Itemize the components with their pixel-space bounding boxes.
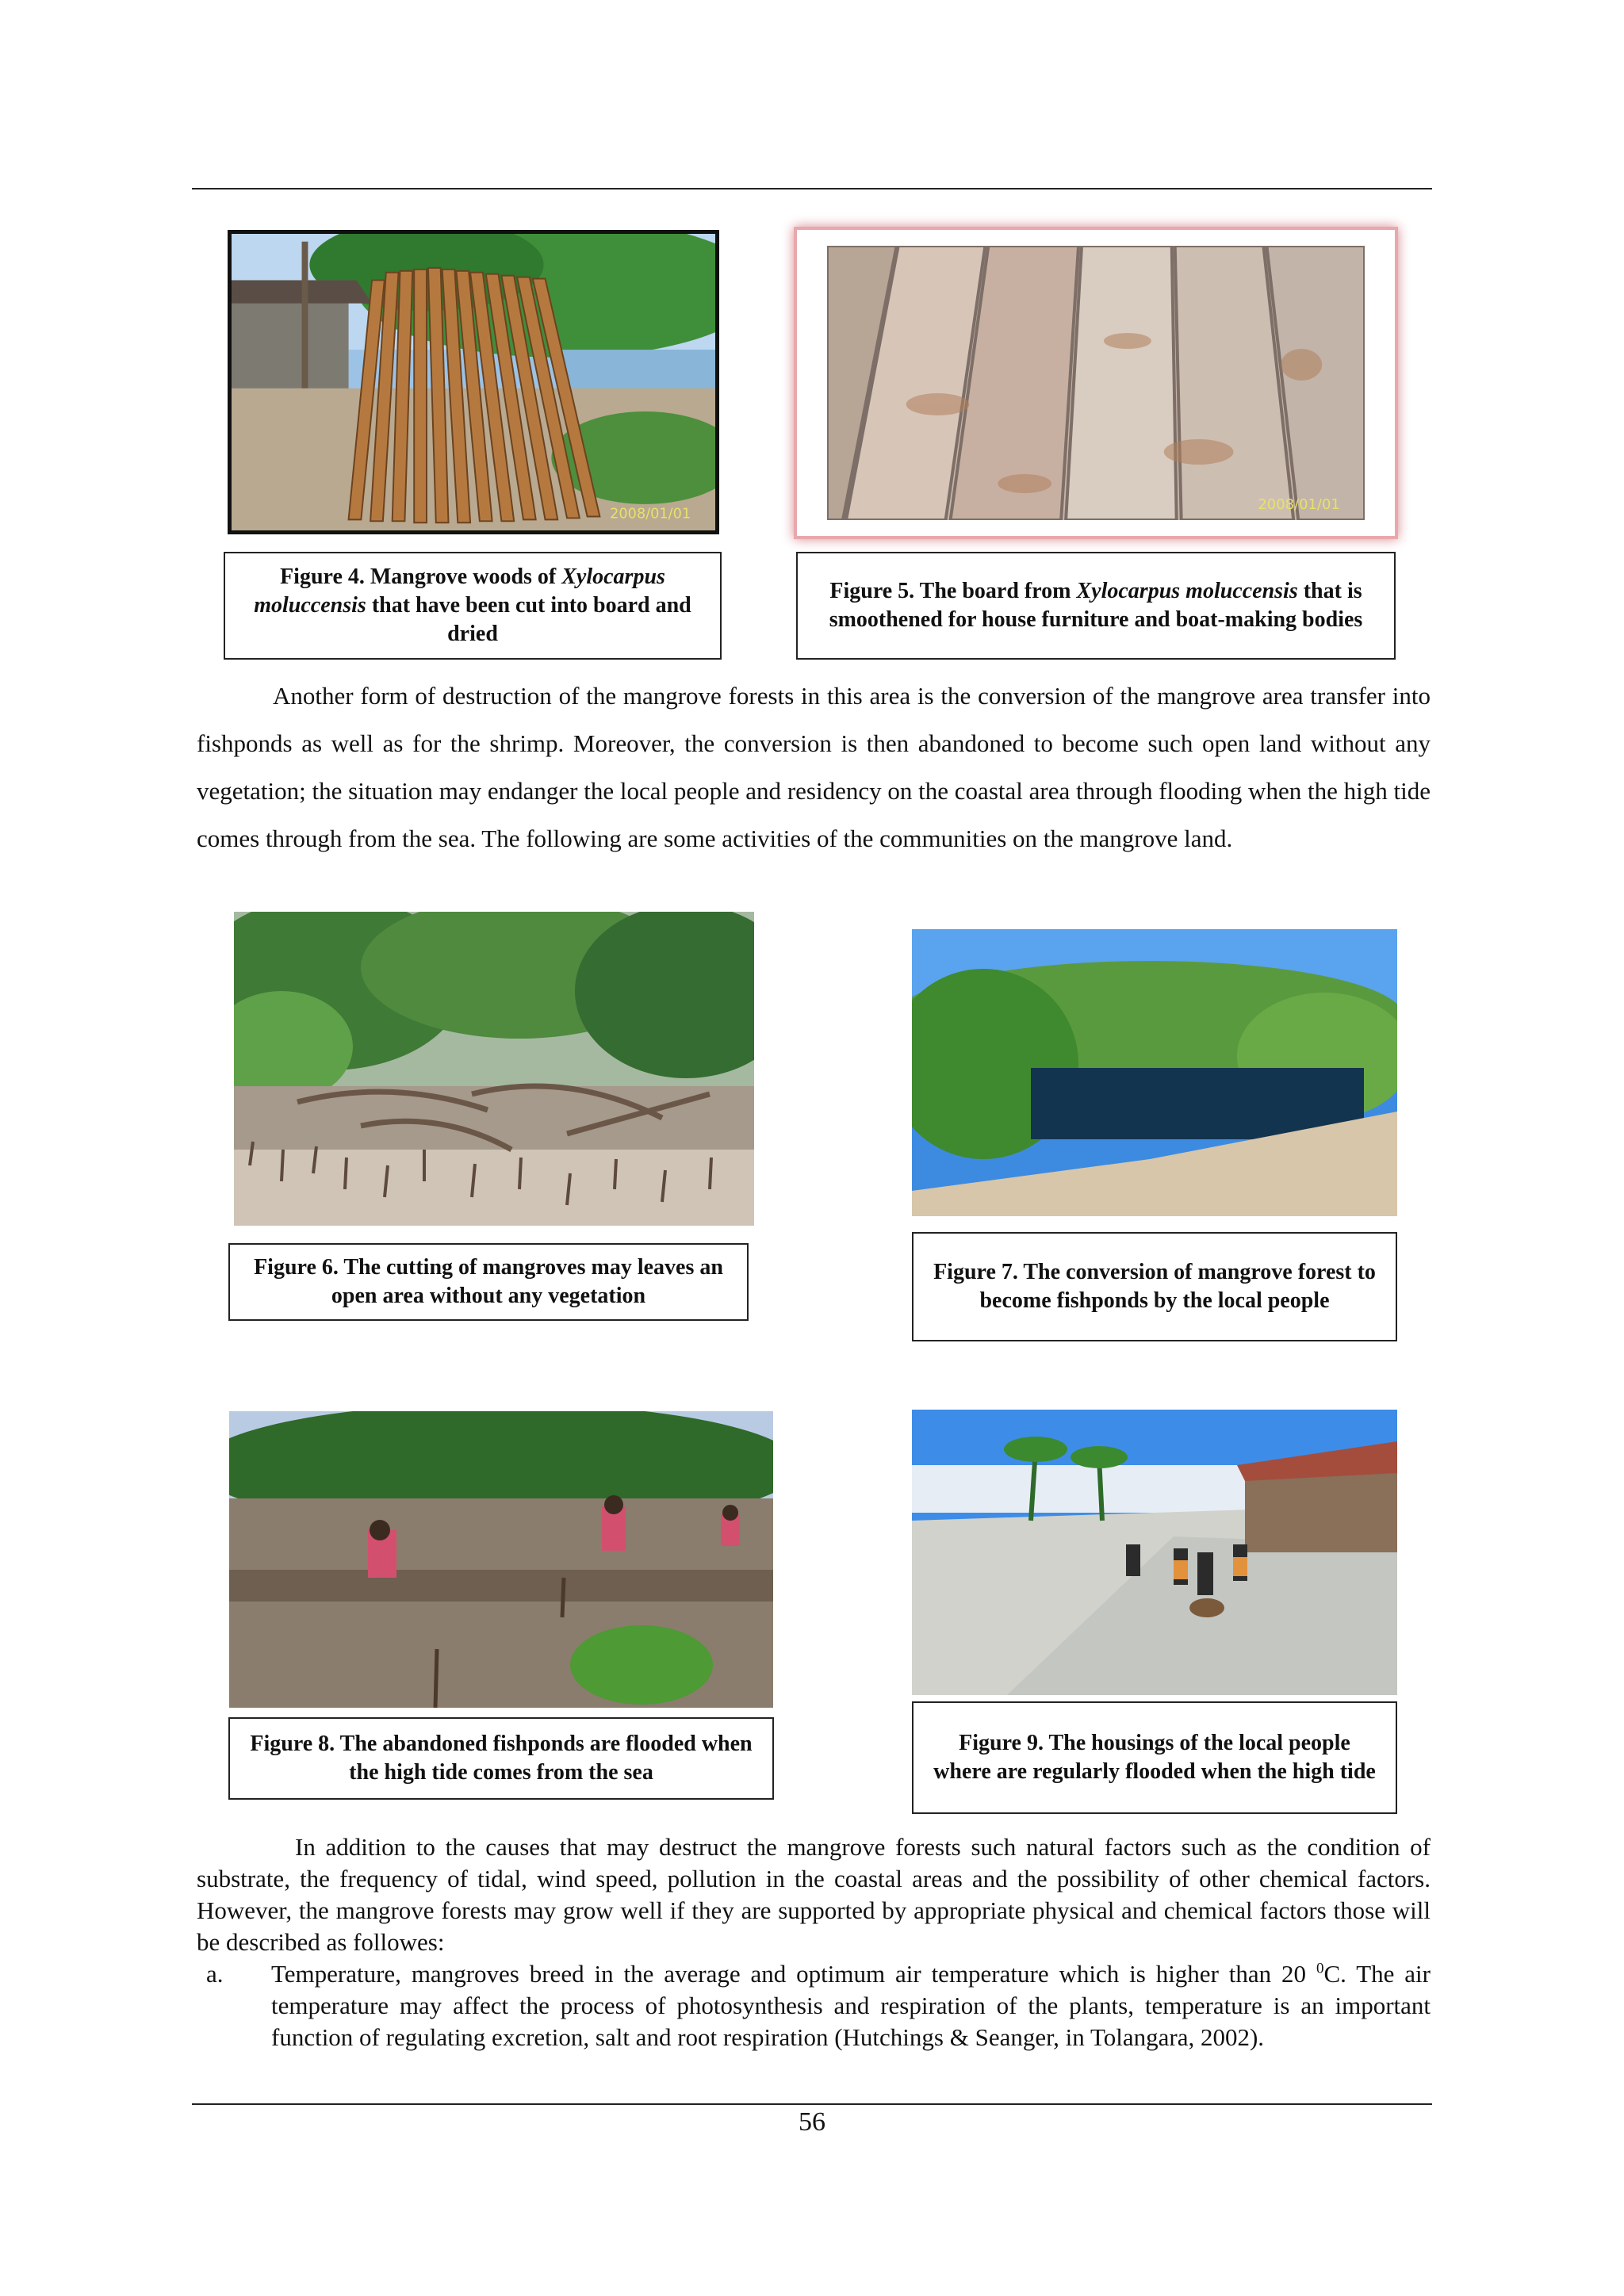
figure-8-photo [229, 1411, 773, 1708]
figure-5-photo [794, 227, 1398, 539]
figure-8-caption: Figure 8. The abandoned fishponds are flooded when the high tide comes from the sea [228, 1717, 774, 1800]
footer-rule [192, 2103, 1432, 2105]
list-marker: a. [206, 1960, 224, 1988]
header-rule [192, 188, 1432, 189]
page-number: 56 [799, 2107, 825, 2137]
figure-4-date-stamp: 2008/01/01 [610, 506, 691, 522]
paragraph-natural-factors: In addition to the causes that may destruct the mangrove forests such natural factors such as the condition of substrate, the frequency of tidal, wind speed, pollution in the coastal areas and the possibility of other chemical factors. However, the mangrove forests may grow well if they are supported by appropriate physical and chemical factors those will be described as followes: [197, 1833, 1431, 1956]
figure-9-photo [912, 1410, 1397, 1695]
figure-7-photo [912, 929, 1397, 1216]
figure-4-photo [228, 230, 719, 534]
figure-7-caption: Figure 7. The conversion of mangrove forest to become fishponds by the local people [912, 1232, 1397, 1341]
figure-9-caption: Figure 9. The housings of the local people where are regularly flooded when the high tide [912, 1701, 1397, 1814]
figure-4-caption: Figure 4. Mangrove woods of Xylocarpus moluccensis that have been cut into board and dried [224, 552, 722, 660]
list-item-temperature: a. Temperature, mangroves breed in the average and optimum air temperature which is higher than 20 $^0$C. The air temperature may affect the process of photosynthesis and respiration of the plants, temperature is an important function of regulating excretion, salt and root respiration (Hutchings & Seanger, in Tolangara, 2002). [206, 1960, 1431, 2051]
figure-5-caption: Figure 5. The board from Xylocarpus moluccensis that is smoothened for house furniture and boat-making bodies [796, 552, 1396, 660]
paragraph-conversion: Another form of destruction of the mangrove forests in this area is the conversion of the mangrove area transfer into fishponds as well as for the shrimp. Moreover, the conversion is then abandoned to become such open land without any vegetation; the situation may endanger the local people and residency on the coastal area through flooding when the high tide comes through from the sea. The following are some activities of the communities on the mangrove land. [197, 682, 1431, 852]
figure-6-caption: Figure 6. The cutting of mangroves may leaves an open area without any vegetation [228, 1243, 749, 1321]
figure-5-date-stamp: 2008/01/01 [1258, 496, 1340, 514]
figure-6-photo [234, 912, 754, 1226]
